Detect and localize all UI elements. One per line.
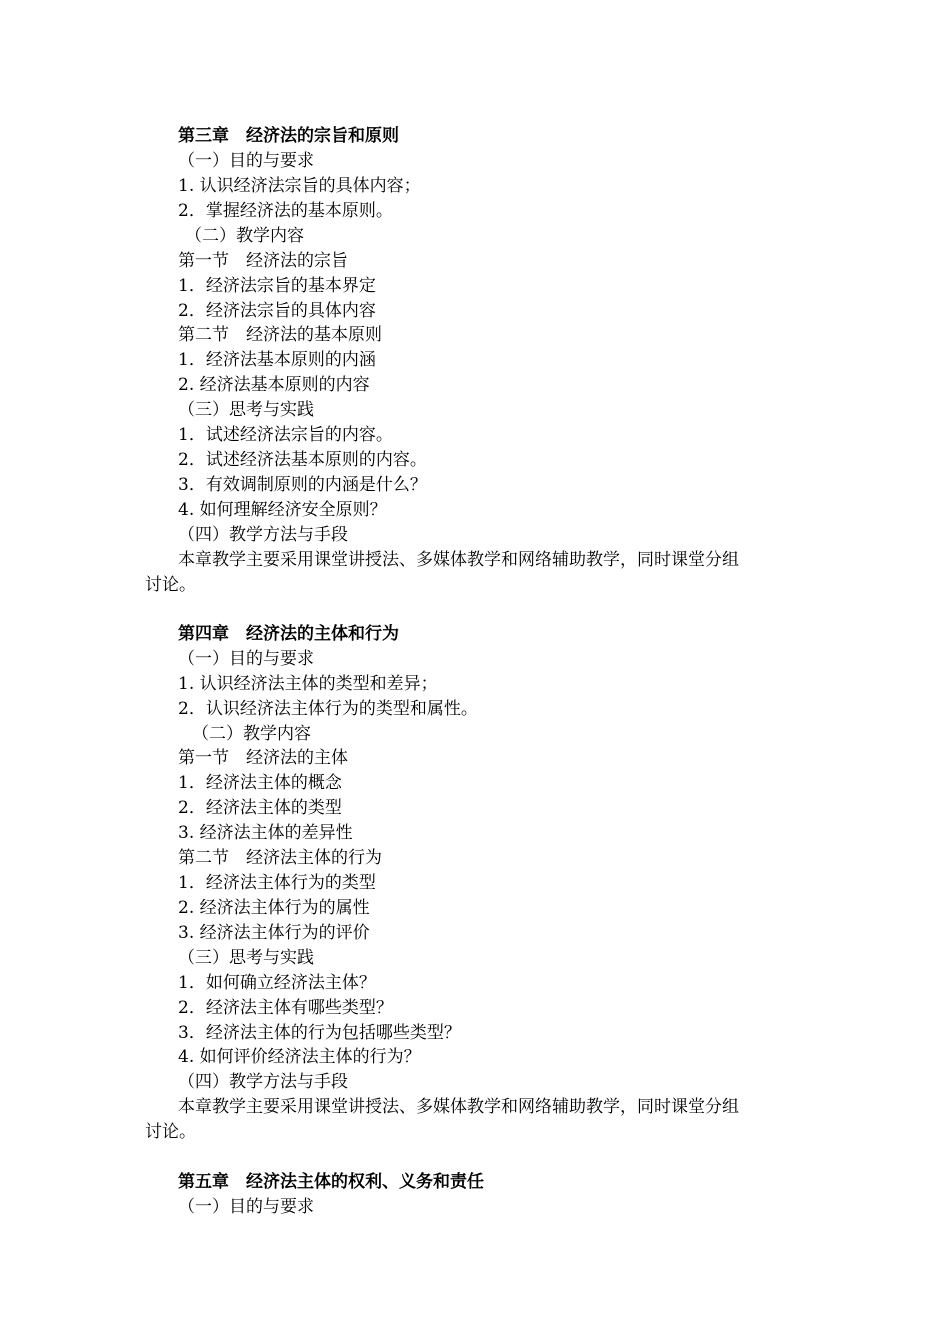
list-item: 2．经济法主体有哪些类型？ bbox=[178, 998, 393, 1018]
list-item: 4. 如何理解经济安全原则？ bbox=[178, 500, 387, 520]
list-item: 4. 如何评价经济法主体的行为？ bbox=[178, 1047, 421, 1067]
list-item: 2．掌握经济法的基本原则。 bbox=[178, 201, 393, 221]
list-item: 1．经济法宗旨的基本界定 bbox=[178, 276, 376, 296]
chapter-3-section-1-title: 第一节 经济法的宗旨 bbox=[178, 251, 348, 271]
list-item: 3．经济法主体的行为包括哪些类型？ bbox=[178, 1023, 461, 1043]
list-item: 1. 认识经济法主体的类型和差异； bbox=[178, 674, 438, 694]
list-item: 2. 经济法基本原则的内容 bbox=[178, 375, 370, 395]
chapter-3-method-text-cont: 讨论。 bbox=[145, 575, 196, 595]
chapter-4-section-1-title: 第一节 经济法的主体 bbox=[178, 748, 348, 768]
list-item: 1．如何确立经济法主体？ bbox=[178, 973, 376, 993]
chapter-5-title: 第五章 经济法主体的权利、义务和责任 bbox=[178, 1172, 484, 1192]
chapter-3-section-2-title: 第二节 经济法的基本原则 bbox=[178, 325, 382, 345]
list-item: 2．经济法主体的类型 bbox=[178, 798, 342, 818]
chapter-4-method-heading: （四）教学方法与手段 bbox=[178, 1072, 348, 1092]
list-item: 1．经济法基本原则的内涵 bbox=[178, 350, 376, 370]
list-item: 2．经济法宗旨的具体内容 bbox=[178, 301, 376, 321]
chapter-4-method-text: 本章教学主要采用课堂讲授法、多媒体教学和网络辅助教学，同时课堂分组 bbox=[178, 1097, 739, 1117]
list-item: 3. 经济法主体行为的评价 bbox=[178, 923, 370, 943]
chapter-4-goals-heading: （一）目的与要求 bbox=[178, 649, 314, 669]
list-item: 2. 经济法主体行为的属性 bbox=[178, 898, 370, 918]
chapter-3-title: 第三章 经济法的宗旨和原则 bbox=[178, 126, 399, 146]
list-item: 1．试述经济法宗旨的内容。 bbox=[178, 425, 393, 445]
chapter-4-section-2-title: 第二节 经济法主体的行为 bbox=[178, 848, 382, 868]
chapter-3-method-heading: （四）教学方法与手段 bbox=[178, 525, 348, 545]
chapter-3-content-heading: （二）教学内容 bbox=[185, 226, 304, 246]
chapter-4-practice-heading: （三）思考与实践 bbox=[178, 948, 314, 968]
chapter-4-method-text-cont: 讨论。 bbox=[145, 1122, 196, 1142]
chapter-3-goals-heading: （一）目的与要求 bbox=[178, 151, 314, 171]
list-item: 3. 经济法主体的差异性 bbox=[178, 823, 353, 843]
list-item: 2．认识经济法主体行为的类型和属性。 bbox=[178, 699, 478, 719]
chapter-3-practice-heading: （三）思考与实践 bbox=[178, 400, 314, 420]
chapter-4-title: 第四章 经济法的主体和行为 bbox=[178, 624, 399, 644]
list-item: 1．经济法主体行为的类型 bbox=[178, 873, 376, 893]
list-item: 1．经济法主体的概念 bbox=[178, 773, 342, 793]
list-item: 2．试述经济法基本原则的内容。 bbox=[178, 450, 427, 470]
list-item: 3．有效调制原则的内涵是什么？ bbox=[178, 475, 427, 495]
chapter-5-goals-heading: （一）目的与要求 bbox=[178, 1197, 314, 1217]
chapter-4-content-heading: （二）教学内容 bbox=[192, 724, 311, 744]
chapter-3-method-text: 本章教学主要采用课堂讲授法、多媒体教学和网络辅助教学，同时课堂分组 bbox=[178, 550, 739, 570]
list-item: 1. 认识经济法宗旨的具体内容； bbox=[178, 176, 421, 196]
